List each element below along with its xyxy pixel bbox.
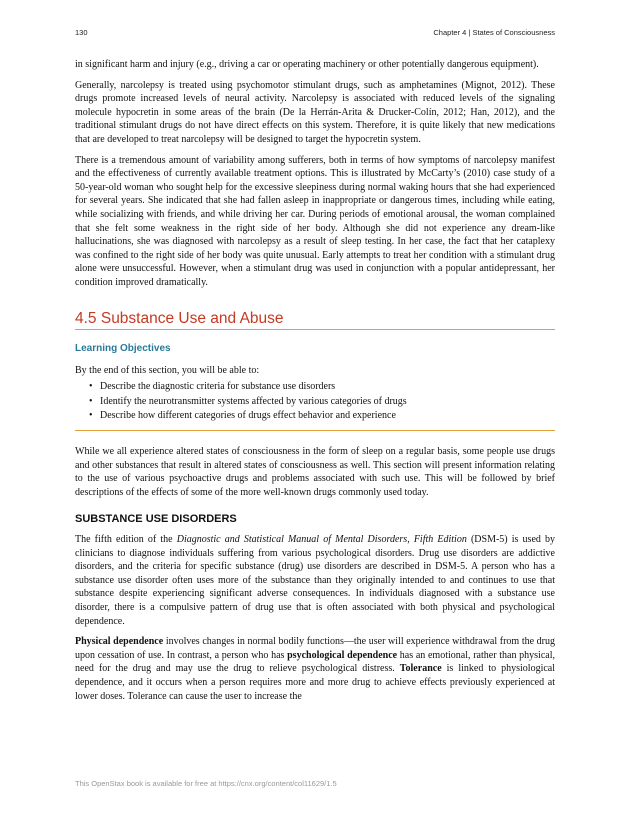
page-number: 130 (75, 28, 88, 37)
learning-objectives-list (75, 380, 555, 423)
paragraph-case-study: There is a tremendous amount of variability among sufferers, both in terms of how symptoms of narcolepsy manifest and the effectiveness of currently available treatment options. This is illustrated by McCarty’s (2010) case study of a 50-year-old woman who sought help for the excessive sleepiness during normal waking hours that she had experienced for several years. She indicated that she had fallen asleep in inappropriate or dangerous times, including while eating, while socializing with friends, and while driving her car. During periods of emotional arousal, the woman complained that she felt some weakness in the right side of her body. Although she did not experience any dream-like hallucinations, she was diagnosed with narcolepsy as a result of sleep testing. In her case, the fact that her cataplexy was confined to the right side of her body was quite unusual. Early attempts to treat her condition with a stimulant drug alone were unsuccessful. However, when a stimulant drug was used in conjunction with a popular antidepressant, her condition improved dramatically. (75, 154, 555, 288)
dsm5-text-before: The fifth edition of the (75, 534, 177, 546)
term-tolerance: Tolerance (399, 663, 442, 675)
paragraph-dsm5 (75, 533, 555, 628)
footer-notice: This OpenStax book is available for free at https://cnx.org/content/col11629/1.5 (75, 779, 337, 788)
section-title: 4.5 Substance Use and Abuse (75, 312, 555, 331)
term-psychological-dependence: psychological dependence (287, 649, 398, 661)
paragraph-narcolepsy-treatment: Generally, narcolepsy is treated using psychomotor stimulant drugs, such as amphetamines (Mignot, 2012). These drugs promote increased levels of neural activity. Narcolepsy is associated with reduced levels of the signaling molecule hypocretin in some areas of the brain (De la Herrán-Arita & Drucker-Colín, 2012; Han, 2012), and the traditional stimulant drugs do not have direct effects on this system. Therefore, it is quite likely that new medications that are developed to treat narcolepsy will be designed to target the hypocretin system. (75, 79, 555, 145)
dsm5-title-italic: Diagnostic and Statistical Manual of Mental Disorders, Fifth Edition (176, 534, 467, 546)
paragraph-section-intro: While we all experience altered states of consciousness in the form of sleep on a regular basis, some people use drugs and other substances that result in altered states of consciousness as well. This section will present information relating to the use of various psychoactive drugs and problems associated with such use. This will be followed by brief descriptions of the effects of some of the more well-known drugs commonly used today. (75, 446, 555, 498)
dependence-text-2: has an emotional, rather than physical, need for the drug and may use the drug to relieve psychological distress. (75, 649, 555, 675)
learning-objectives-intro: By the end of this section, you will be able to: (75, 364, 260, 376)
dependence-text-1: involves changes in normal bodily functions—the user will experience withdrawal from the drug upon cessation of use. In contrast, a person who has (75, 636, 555, 661)
learning-objective-item: • Describe the diagnostic criteria for substance use disorders (89, 380, 555, 394)
paragraph-continuation: in significant harm and injury (e.g., driving a car or operating machinery or other potentially dangerous equipment). (75, 59, 539, 70)
page-content (75, 58, 555, 710)
learning-objective-item: • Describe how different categories of drugs effect behavior and experience (89, 409, 555, 423)
learning-objectives-box (75, 342, 555, 431)
dsm5-text-after: (DSM-5) is used by clinicians to diagnose individuals suffering from various psychological disorders. Drug use disorders are addictive disorders, and the criteria for specific substance (drug) use disorders are described in DSM-5. A person who has a substance use disorder often uses more of the substance than they originally intended to and continues to use that substance despite experiencing significant adverse consequences. In individuals diagnosed with a substance use disorder, there is a compulsive pattern of drug use that is often associated with both physical and psychological dependence. (75, 534, 556, 627)
learning-objective-item: • Identify the neurotransmitter systems affected by various categories of drugs (89, 395, 555, 409)
dependence-text-3: is linked to physiological dependence, and it occurs when a person requires more and more drug to achieve effects previously experienced at lower doses. Tolerance can cause the user to increase the (75, 663, 556, 702)
subsection-heading: SUBSTANCE USE DISORDERS (75, 513, 237, 526)
learning-objectives-heading: Learning Objectives (75, 343, 171, 355)
term-physical-dependence: Physical dependence (75, 636, 164, 648)
chapter-header: Chapter 4 | States of Consciousness (433, 28, 555, 37)
paragraph-dependence (75, 635, 555, 703)
